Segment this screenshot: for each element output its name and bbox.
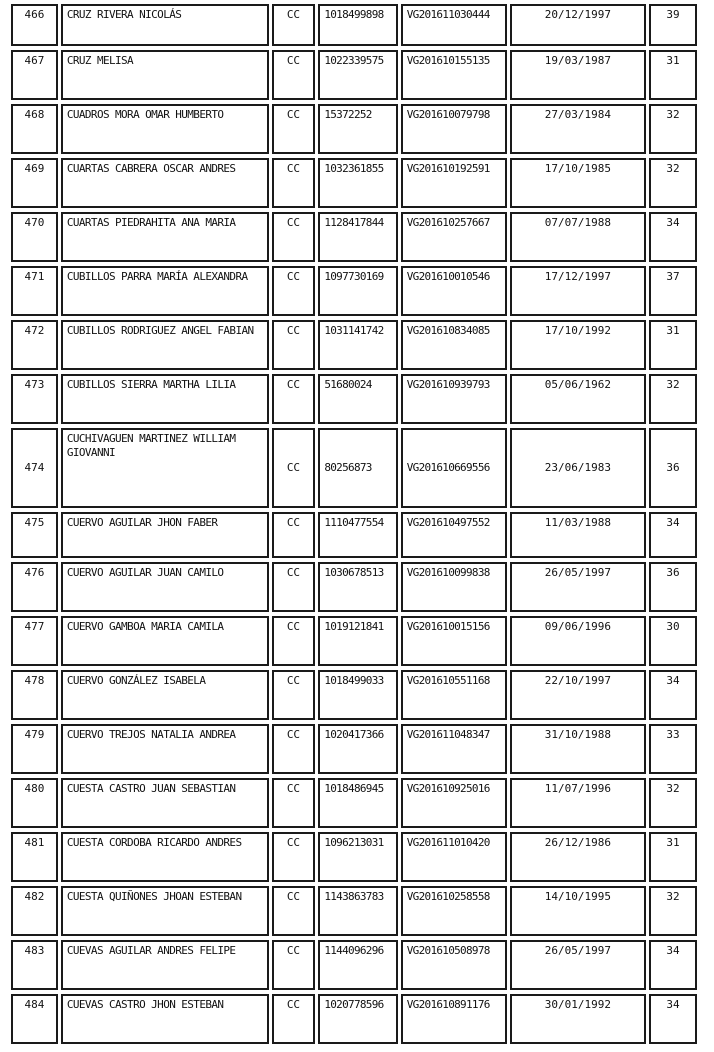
age-cell: 36 <box>649 562 697 612</box>
registration-code-cell: VG201610891176 <box>401 994 507 1044</box>
id-number-cell: 15372252 <box>318 104 397 154</box>
registration-code-cell: VG201610551168 <box>401 670 507 720</box>
table-row <box>11 50 697 100</box>
date-cell: 23/06/1983 <box>510 428 646 508</box>
registration-code-cell: VG201611030444 <box>401 4 507 46</box>
registration-code-cell: VG201610192591 <box>401 158 507 208</box>
full-name-cell: CUADROS MORA OMAR HUMBERTO <box>61 104 269 154</box>
date-cell: 11/07/1996 <box>510 778 646 828</box>
id-type-cell: CC <box>272 670 316 720</box>
row-number-cell: 483 <box>11 940 58 990</box>
row-number-cell: 473 <box>11 374 58 424</box>
table-row <box>11 940 697 990</box>
id-number-cell: 1144096296 <box>318 940 397 990</box>
full-name-cell: CUBILLOS SIERRA MARTHA LILIA <box>61 374 269 424</box>
id-type-cell: CC <box>272 616 316 666</box>
table-row <box>11 886 697 936</box>
registration-code-cell: VG201610258558 <box>401 886 507 936</box>
age-cell: 31 <box>649 50 697 100</box>
date-cell: 17/10/1985 <box>510 158 646 208</box>
date-cell: 17/12/1997 <box>510 266 646 316</box>
id-number-cell: 1018499898 <box>318 4 397 46</box>
row-number-cell: 470 <box>11 212 58 262</box>
row-number-cell: 477 <box>11 616 58 666</box>
row-number-cell: 466 <box>11 4 58 46</box>
table-row <box>11 104 697 154</box>
id-number-cell: 1022339575 <box>318 50 397 100</box>
full-name-cell: CUERVO GAMBOA MARIA CAMILA <box>61 616 269 666</box>
row-number-cell: 479 <box>11 724 58 774</box>
registration-code-cell: VG201610010546 <box>401 266 507 316</box>
registration-code-cell: VG201610015156 <box>401 616 507 666</box>
full-name-cell: CUERVO AGUILAR JUAN CAMILO <box>61 562 269 612</box>
id-type-cell: CC <box>272 50 316 100</box>
registration-code-cell: VG201610079798 <box>401 104 507 154</box>
date-cell: 30/01/1992 <box>510 994 646 1044</box>
id-number-cell: 1097730169 <box>318 266 397 316</box>
table-row <box>11 4 697 46</box>
registration-code-cell: VG201610155135 <box>401 50 507 100</box>
id-type-cell: CC <box>272 724 316 774</box>
id-number-cell: 1018486945 <box>318 778 397 828</box>
row-number-cell: 476 <box>11 562 58 612</box>
row-number-cell: 478 <box>11 670 58 720</box>
age-cell: 31 <box>649 320 697 370</box>
id-number-cell: 1110477554 <box>318 512 397 558</box>
table-row <box>11 320 697 370</box>
age-cell: 32 <box>649 778 697 828</box>
full-name-cell: CUARTAS PIEDRAHITA ANA MARIA <box>61 212 269 262</box>
registration-code-cell: VG201610925016 <box>401 778 507 828</box>
age-cell: 30 <box>649 616 697 666</box>
registration-code-cell: VG201610257667 <box>401 212 507 262</box>
id-type-cell: CC <box>272 266 316 316</box>
row-number-cell: 474 <box>11 428 58 508</box>
row-number-cell: 471 <box>11 266 58 316</box>
row-number-cell: 467 <box>11 50 58 100</box>
table-row <box>11 428 697 508</box>
table-row <box>11 374 697 424</box>
age-cell: 34 <box>649 940 697 990</box>
date-cell: 07/07/1988 <box>510 212 646 262</box>
id-type-cell: CC <box>272 4 316 46</box>
id-type-cell: CC <box>272 886 316 936</box>
full-name-cell: CUARTAS CABRERA OSCAR ANDRES <box>61 158 269 208</box>
full-name-cell: CUESTA CASTRO JUAN SEBASTIAN <box>61 778 269 828</box>
row-number-cell: 468 <box>11 104 58 154</box>
id-type-cell: CC <box>272 940 316 990</box>
id-number-cell: 80256873 <box>318 428 397 508</box>
age-cell: 34 <box>649 512 697 558</box>
registration-code-cell: VG201610834085 <box>401 320 507 370</box>
date-cell: 26/05/1997 <box>510 940 646 990</box>
row-number-cell: 475 <box>11 512 58 558</box>
date-cell: 14/10/1995 <box>510 886 646 936</box>
registration-code-cell: VG201610099838 <box>401 562 507 612</box>
row-number-cell: 472 <box>11 320 58 370</box>
id-type-cell: CC <box>272 778 316 828</box>
table-row <box>11 158 697 208</box>
id-number-cell: 1032361855 <box>318 158 397 208</box>
row-number-cell: 482 <box>11 886 58 936</box>
id-type-cell: CC <box>272 832 316 882</box>
registration-code-cell: VG201610669556 <box>401 428 507 508</box>
registration-code-cell: VG201611048347 <box>401 724 507 774</box>
table-row <box>11 562 697 612</box>
id-number-cell: 1018499033 <box>318 670 397 720</box>
full-name-cell: CUESTA CORDOBA RICARDO ANDRES <box>61 832 269 882</box>
table-row <box>11 512 697 558</box>
date-cell: 31/10/1988 <box>510 724 646 774</box>
full-name-cell: CUCHIVAGUEN MARTINEZ WILLIAM GIOVANNI <box>61 428 269 508</box>
id-type-cell: CC <box>272 374 316 424</box>
table-row <box>11 670 697 720</box>
id-type-cell: CC <box>272 994 316 1044</box>
date-cell: 11/03/1988 <box>510 512 646 558</box>
id-type-cell: CC <box>272 158 316 208</box>
full-name-cell: CRUZ RIVERA NICOLÁS <box>61 4 269 46</box>
table-row <box>11 266 697 316</box>
id-number-cell: 1030678513 <box>318 562 397 612</box>
date-cell: 22/10/1997 <box>510 670 646 720</box>
table-row <box>11 616 697 666</box>
id-number-cell: 1143863783 <box>318 886 397 936</box>
id-number-cell: 1096213031 <box>318 832 397 882</box>
table-row <box>11 994 697 1044</box>
id-type-cell: CC <box>272 212 316 262</box>
table-row <box>11 212 697 262</box>
id-number-cell: 1019121841 <box>318 616 397 666</box>
row-number-cell: 484 <box>11 994 58 1044</box>
age-cell: 34 <box>649 212 697 262</box>
id-type-cell: CC <box>272 320 316 370</box>
table-body <box>11 4 697 1044</box>
date-cell: 05/06/1962 <box>510 374 646 424</box>
age-cell: 32 <box>649 886 697 936</box>
age-cell: 39 <box>649 4 697 46</box>
row-number-cell: 481 <box>11 832 58 882</box>
id-number-cell: 1128417844 <box>318 212 397 262</box>
date-cell: 27/03/1984 <box>510 104 646 154</box>
age-cell: 33 <box>649 724 697 774</box>
age-cell: 32 <box>649 158 697 208</box>
full-name-cell: CUESTA QUIÑONES JHOAN ESTEBAN <box>61 886 269 936</box>
date-cell: 09/06/1996 <box>510 616 646 666</box>
registration-code-cell: VG201610508978 <box>401 940 507 990</box>
table-row <box>11 832 697 882</box>
date-cell: 26/12/1986 <box>510 832 646 882</box>
registration-code-cell: VG201610939793 <box>401 374 507 424</box>
age-cell: 37 <box>649 266 697 316</box>
id-type-cell: CC <box>272 428 316 508</box>
age-cell: 34 <box>649 994 697 1044</box>
id-type-cell: CC <box>272 562 316 612</box>
id-number-cell: 51680024 <box>318 374 397 424</box>
full-name-cell: CUBILLOS RODRIGUEZ ANGEL FABIAN <box>61 320 269 370</box>
id-type-cell: CC <box>272 104 316 154</box>
full-name-cell: CUERVO AGUILAR JHON FABER <box>61 512 269 558</box>
registry-table <box>8 0 700 1048</box>
date-cell: 20/12/1997 <box>510 4 646 46</box>
id-number-cell: 1020778596 <box>318 994 397 1044</box>
age-cell: 32 <box>649 374 697 424</box>
full-name-cell: CUEVAS CASTRO JHON ESTEBAN <box>61 994 269 1044</box>
table-row <box>11 778 697 828</box>
full-name-cell: CRUZ MELISA <box>61 50 269 100</box>
full-name-cell: CUERVO TREJOS NATALIA ANDREA <box>61 724 269 774</box>
age-cell: 32 <box>649 104 697 154</box>
age-cell: 36 <box>649 428 697 508</box>
table-row <box>11 724 697 774</box>
date-cell: 17/10/1992 <box>510 320 646 370</box>
id-number-cell: 1020417366 <box>318 724 397 774</box>
date-cell: 19/03/1987 <box>510 50 646 100</box>
age-cell: 34 <box>649 670 697 720</box>
id-type-cell: CC <box>272 512 316 558</box>
registration-code-cell: VG201611010420 <box>401 832 507 882</box>
row-number-cell: 469 <box>11 158 58 208</box>
full-name-cell: CUBILLOS PARRA MARÍA ALEXANDRA <box>61 266 269 316</box>
full-name-cell: CUERVO GONZÁLEZ ISABELA <box>61 670 269 720</box>
registration-code-cell: VG201610497552 <box>401 512 507 558</box>
id-number-cell: 1031141742 <box>318 320 397 370</box>
row-number-cell: 480 <box>11 778 58 828</box>
full-name-cell: CUEVAS AGUILAR ANDRES FELIPE <box>61 940 269 990</box>
date-cell: 26/05/1997 <box>510 562 646 612</box>
age-cell: 31 <box>649 832 697 882</box>
